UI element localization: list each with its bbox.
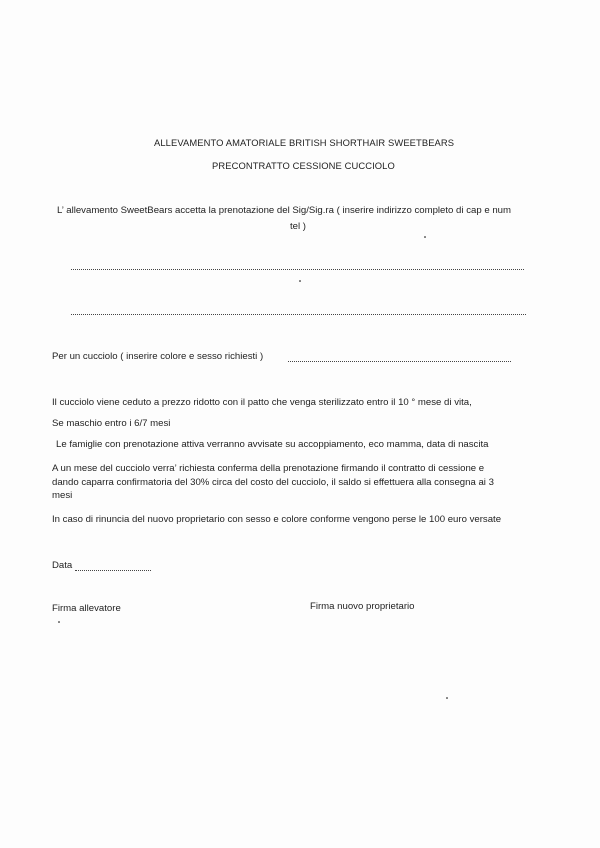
data-field-line[interactable] <box>75 570 151 571</box>
scan-speck <box>446 697 448 699</box>
address-field-line-2[interactable] <box>71 314 526 315</box>
paragraph-famiglie: Le famiglie con prenotazione attiva verranno avvisate su accoppiamento, eco mamma, data di nascita <box>56 439 489 450</box>
paragraph-mese-line-1: A un mese del cucciolo verra’ richiesta conferma della prenotazione firmando il contratto di cessione e <box>52 463 485 474</box>
cucciolo-field-line[interactable] <box>288 361 511 362</box>
cucciolo-label: Per un cucciolo ( inserire colore e sesso richiesti ) <box>52 351 264 362</box>
intro-line-1: L’ allevamento SweetBears accetta la prenotazione del Sig/Sig.ra ( inserire indirizzo completo di cap e num <box>57 205 511 216</box>
intro-line-2: tel ) <box>290 221 306 232</box>
firma-proprietario-label: Firma nuovo proprietario <box>310 601 415 612</box>
scan-speck <box>58 621 60 623</box>
paragraph-rinuncia: In caso di rinuncia del nuovo proprietario con sesso e colore conforme vengono perse le 100 euro versate <box>52 514 502 525</box>
scan-speck <box>424 236 426 238</box>
paragraph-mese-line-2: dando caparra confirmatoria del 30% circa del costo del cucciolo, il saldo si effettuera alla consegna ai 3 <box>52 477 494 488</box>
address-field-line-1[interactable] <box>71 269 524 270</box>
title-line-2: PRECONTRATTO CESSIONE CUCCIOLO <box>212 160 395 171</box>
paragraph-mese-line-3: mesi <box>52 490 73 501</box>
scan-speck <box>299 280 301 282</box>
paragraph-prezzo: Il cucciolo viene ceduto a prezzo ridotto con il patto che venga sterilizzato entro il 10 ° mese di vita, <box>52 397 472 408</box>
paragraph-maschio: Se maschio entro i 6/7 mesi <box>52 418 171 429</box>
firma-allevatore-label: Firma allevatore <box>52 603 121 614</box>
title-line-1: ALLEVAMENTO AMATORIALE BRITISH SHORTHAIR SWEETBEARS <box>154 137 455 148</box>
data-label: Data <box>52 560 73 571</box>
